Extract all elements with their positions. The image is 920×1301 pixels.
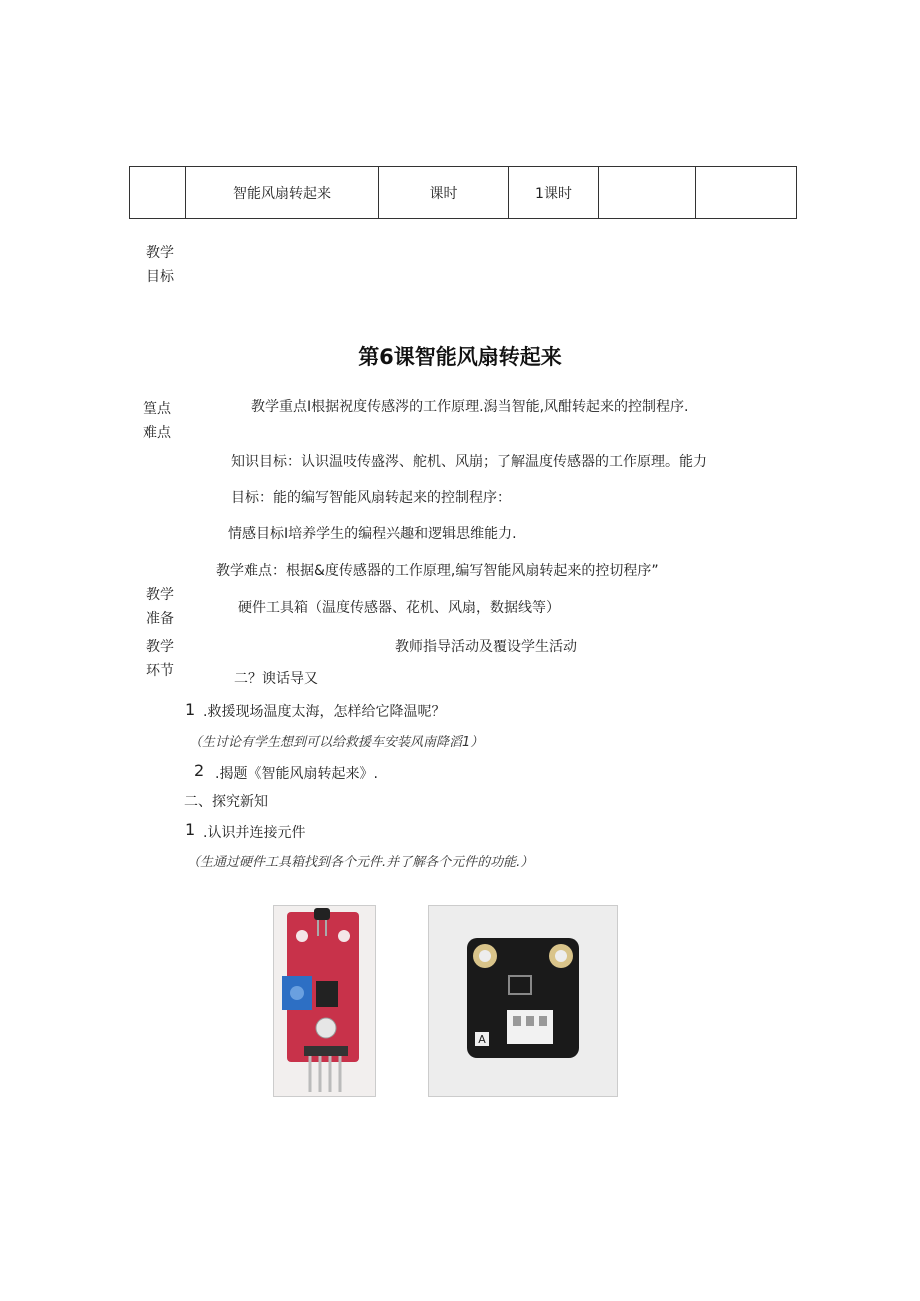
item-3-note: （生通过硬件工具箱找到各个元件.并了解各个元件的功能.） [187,855,534,870]
photo-black-sensor [428,905,618,1097]
knowledge-goal-line1: 知识目标：认识温吱传盛涔、舵机、风崩；了解温度传感器的工作原理。能力 [231,454,707,470]
label-preparation-line2: 准备 [146,611,174,627]
label-key-points-line1: 篁点 [143,401,171,417]
black-sensor-image [429,906,617,1096]
label-objectives-line2: 目标 [146,269,174,285]
header-cell-period-value: 1课时 [509,167,599,219]
label-objectives [146,241,174,289]
difficulty-text: 教学难点：根据&度传感器的工作原理,编写智能风扇转起来的控切程序” [216,563,659,579]
knowledge-goal-line2: 目标：能的编写智能风扇转起来的控制程序： [231,490,511,506]
activity-header-text: 教师指导活动及覆设学生活动 [395,639,577,655]
item-1-note: （生讨论有学生想到可以给救援车安装风南降滔1） [189,735,484,750]
red-sensor-image [274,906,375,1096]
item-2-text: .揭题《智能风扇转起来》. [215,766,378,782]
header-cell-blank-2 [599,167,696,219]
header-cell-blank-3 [696,167,797,219]
label-process [146,635,174,683]
label-objectives-line1: 教学 [146,245,174,261]
item-3-text: .认识并连接元件 [203,825,306,841]
label-key-points [143,397,171,445]
photo-red-sensor [273,905,376,1097]
section-explore-heading: 二、探究新知 [184,794,268,810]
header-cell-lesson-name: 智能风扇转起来 [186,167,379,219]
item-1-text: .救援现场温度太海，怎样给它降温呢？ [203,704,446,720]
item-2-number: 2 [194,761,205,780]
emotion-goal-text: 情感目标I培养学生的编程兴趣和逻辑思维能力. [228,526,517,542]
label-process-line2: 环节 [146,663,174,679]
label-preparation-line1: 教学 [146,587,174,603]
header-cell-period-label: 课时 [379,167,509,219]
key-point-text: 教学重点I根据祝度传感涔的工作原理.潟当智能,风酣转起来的控制程序. [251,399,689,415]
sensor-label-letter: A [478,1033,486,1046]
item-3-number: 1 [185,820,196,839]
header-cell-blank-1 [130,167,186,219]
label-preparation [146,583,174,631]
page-title: 第6课智能风扇转起来 [358,345,562,369]
lesson-header-table [129,166,797,219]
header-row [130,167,797,219]
item-1-number: 1 [185,700,196,719]
label-process-line1: 教学 [146,639,174,655]
preparation-text: 硬件工具箱（温度传感器、花机、风扇，数据线等） [238,600,560,616]
label-key-points-line2: 难点 [143,425,171,441]
section-intro-heading: 二？谀话导又 [234,671,318,687]
